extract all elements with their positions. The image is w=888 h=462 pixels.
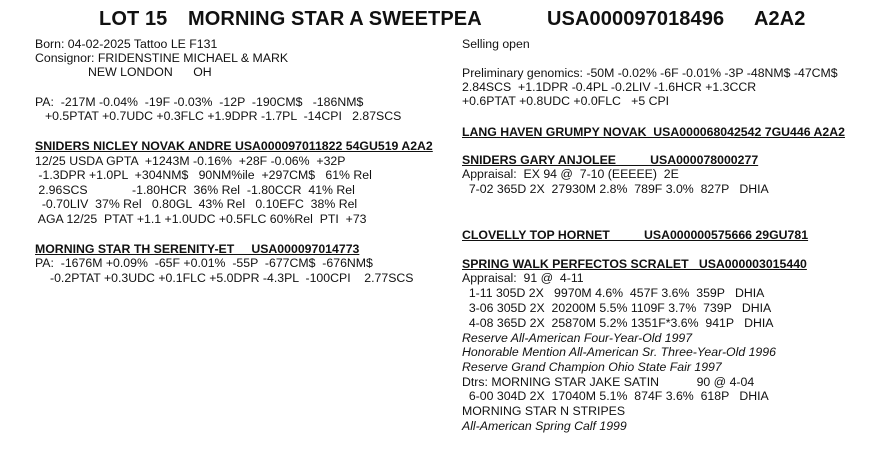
genomics-line: Preliminary genomics: -50M -0.02% -6F -0.01% -3P -48NM$ -47CM$: [462, 66, 838, 80]
sire-line: 2.96SCS -1.80HCR 36% Rel -1.80CCR 41% Rel: [35, 183, 355, 197]
mgd-line: 7-02 365D 2X 27930M 2.8% 789F 3.0% 827P DHIA: [462, 182, 769, 196]
sire-line: -1.3DPR +1.0PL +304NM$ 90NM%ile +297CM$ 61% Rel: [35, 168, 372, 182]
daughters-line: Dtrs: MORNING STAR JAKE SATIN 90 @ 4-04: [462, 375, 755, 389]
mggd-line: 4-08 365D 2X 25870M 5.2% 1351F*3.6% 941P DHIA: [462, 316, 774, 330]
honor-line: Reserve Grand Champion Ohio State Fair 1997: [462, 360, 722, 374]
pa-line-1: PA: -217M -0.04% -19F -0.03% -12P -190CM$ -186NM$: [35, 95, 364, 109]
stripes-name: MORNING STAR N STRIPES: [462, 404, 626, 418]
dam-header: MORNING STAR TH SERENITY-ET USA000097014773: [35, 242, 360, 256]
honor-line: Honorable Mention All-American Sr. Three-Year-Old 1996: [462, 345, 776, 359]
honor-line: Reserve All-American Four-Year-Old 1997: [462, 331, 693, 345]
mgd-line: Appraisal: EX 94 @ 7-10 (EEEEE) 2E: [462, 167, 679, 181]
lot-number: LOT 15: [99, 8, 168, 30]
dam-pa-line-2: -0.2PTAT +0.3UDC +0.1FLC +5.0DPR -4.3PL -100CPI 2.77SCS: [50, 271, 414, 285]
sire-line: 12/25 USDA GPTA +1243M -0.16% +28F -0.06% +32P: [35, 154, 346, 168]
born-tattoo: Born: 04-02-2025 Tattoo LE F131: [35, 37, 218, 51]
consignor-location: NEW LONDON OH: [88, 65, 212, 79]
pa-line-2: +0.5PTAT +0.7UDC +0.3FLC +1.9DPR -1.7PL -14CPI 2.87SCS: [45, 109, 402, 123]
selling-status: Selling open: [462, 37, 530, 51]
animal-name: MORNING STAR A SWEETPEA: [188, 8, 482, 30]
sire-header: SNIDERS NICLEY NOVAK ANDRE USA000097011822 54GU519 A2A2: [35, 139, 433, 153]
consignor: Consignor: FRIDENSTINE MICHAEL & MARK: [35, 51, 289, 65]
genomics-line: 2.84SCS +1.1DPR -0.4PL -0.2LIV -1.6HCR +1.3CCR: [462, 80, 757, 94]
genotype-code: A2A2: [754, 8, 806, 30]
great-granddam-header: SPRING WALK PERFECTOS SCRALET USA000003015440: [462, 257, 807, 271]
mggd-line: Appraisal: 91 @ 4-11: [462, 271, 584, 285]
third-sire-header: CLOVELLY TOP HORNET USA000000575666 29GU781: [462, 228, 809, 242]
dam-pa-line-1: PA: -1676M +0.09% -65F +0.01% -55P -677CM$ -676NM$: [35, 256, 373, 270]
maternal-granddam-header: SNIDERS GARY ANJOLEE USA000078000277: [462, 153, 759, 167]
stripes-honor: All-American Spring Calf 1999: [462, 419, 627, 433]
registration-number: USA000097018496: [547, 8, 725, 30]
genomics-line: +0.6PTAT +0.8UDC +0.0FLC +5 CPI: [462, 94, 670, 108]
sire-line: AGA 12/25 PTAT +1.1 +1.0UDC +0.5FLC 60%Rel PTI +73: [35, 212, 367, 226]
sire-line: -0.70LIV 37% Rel 0.80GL 43% Rel 0.10EFC 38% Rel: [35, 197, 358, 211]
sire-of-dam-header: LANG HAVEN GRUMPY NOVAK USA000068042542 7GU446 A2A2: [462, 125, 845, 139]
daughters-record: 6-00 304D 2X 17040M 5.1% 874F 3.6% 618P DHIA: [462, 389, 769, 403]
mggd-line: 1-11 305D 2X 9970M 4.6% 457F 3.6% 359P DHIA: [462, 286, 765, 300]
mggd-line: 3-06 305D 2X 20200M 5.5% 1109F 3.7% 739P DHIA: [462, 301, 772, 315]
